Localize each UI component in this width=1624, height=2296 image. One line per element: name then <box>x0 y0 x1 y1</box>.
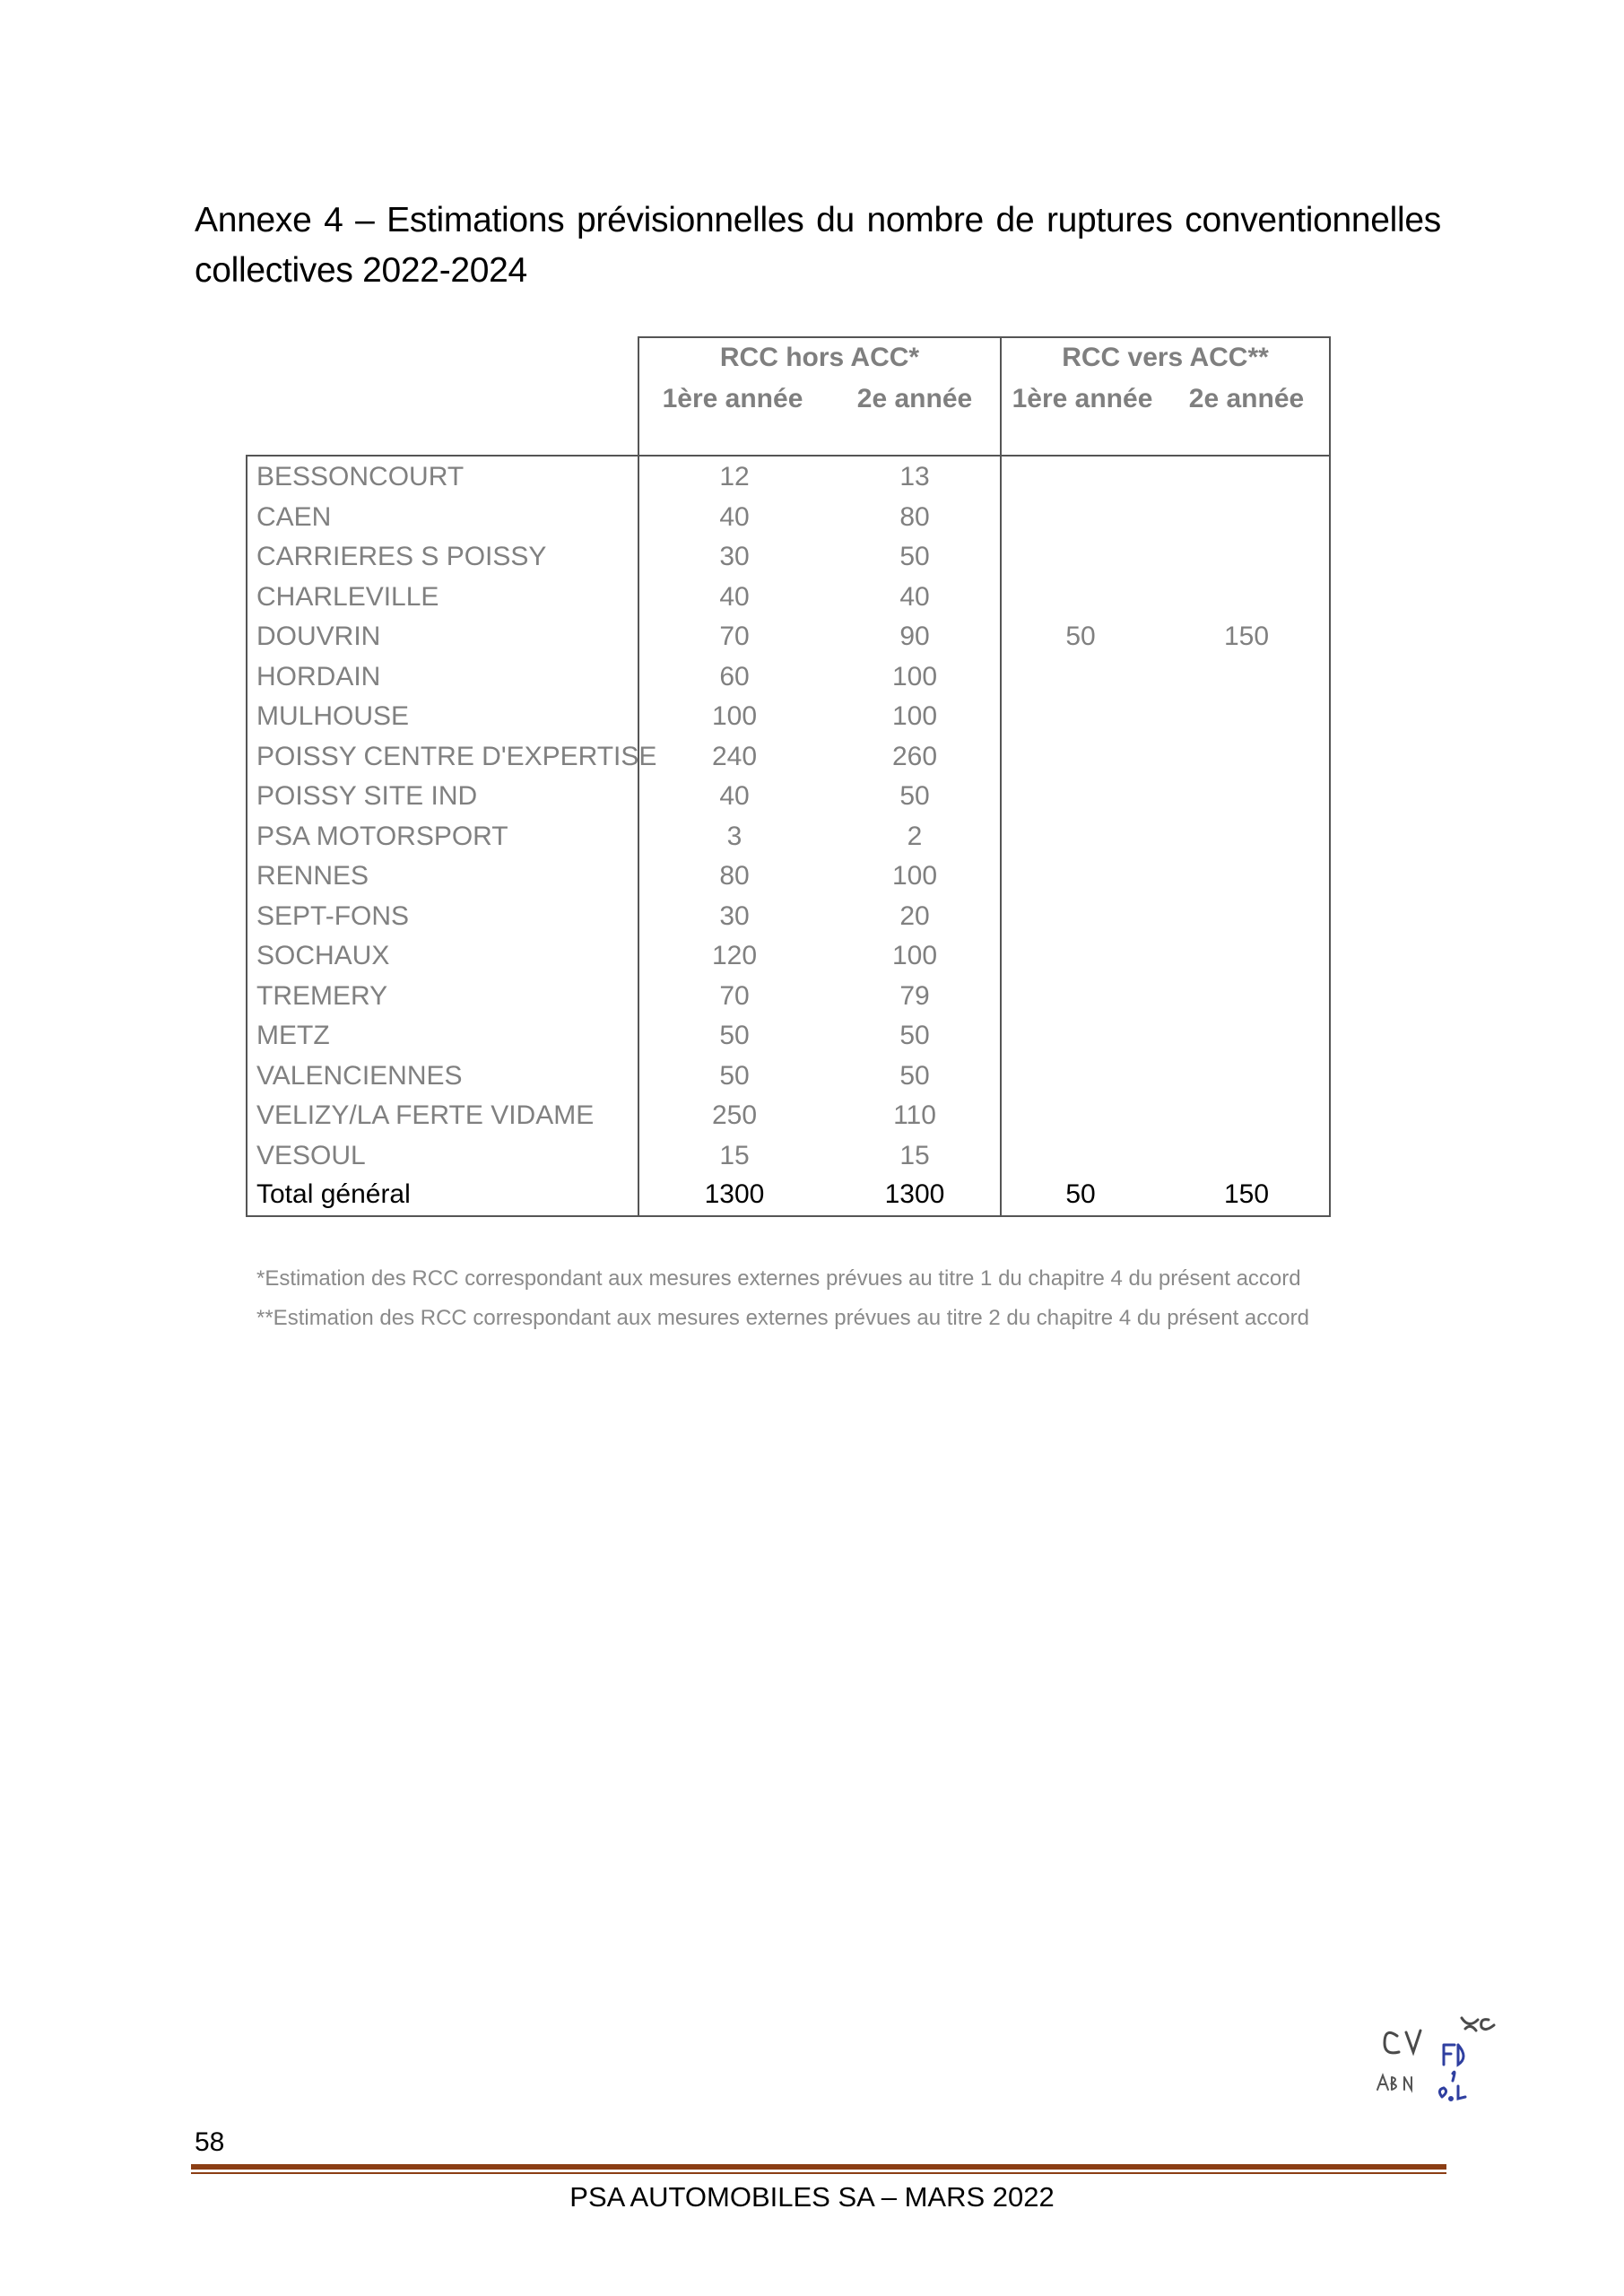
row-site-label: VELIZY/LA FERTE VIDAME <box>256 1100 595 1130</box>
acc-merged-year1: 50 <box>1065 622 1096 651</box>
row-site-label: METZ <box>256 1021 330 1050</box>
row-site-label: TREMERY <box>256 980 388 1011</box>
row-hors-year2: 20 <box>899 900 930 931</box>
row-site-label: MULHOUSE <box>256 701 410 731</box>
row-hors-year1: 12 <box>719 462 750 491</box>
row-site-label: CAEN <box>256 501 332 532</box>
row-site-label: VESOUL <box>256 1140 366 1170</box>
row-site-label: SEPT-FONS <box>256 900 410 931</box>
row-site-label: CARRIERES S POISSY <box>256 542 547 571</box>
row-hors-year2: 79 <box>899 980 930 1011</box>
subheader-vers-year1: 1ère année <box>1012 384 1153 413</box>
header-rcc-vers-acc: RCC vers ACC** <box>1062 343 1269 372</box>
footer-rule <box>191 2164 1446 2170</box>
row-hors-year1: 40 <box>719 781 750 811</box>
row-site-label: BESSONCOURT <box>256 462 465 491</box>
row-hors-year2: 100 <box>891 661 938 691</box>
row-hors-year1: 80 <box>719 861 750 891</box>
total-vers-year1: 50 <box>1065 1179 1096 1209</box>
row-hors-year2: 110 <box>893 1100 936 1130</box>
row-hors-year1: 250 <box>711 1100 758 1130</box>
row-hors-year1: 60 <box>719 661 750 691</box>
row-hors-year1: 70 <box>719 980 750 1011</box>
row-hors-year2: 260 <box>891 741 938 771</box>
row-site-label: RENNES <box>256 861 369 891</box>
row-hors-year2: 40 <box>899 581 930 612</box>
row-hors-year1: 70 <box>719 622 750 651</box>
row-hors-year2: 2 <box>907 821 923 851</box>
annex-title: Annexe 4 – Estimations prévisionnelles du nombre de ruptures conventionnelles collectives 2022-2024 <box>195 201 1441 290</box>
row-hors-year1: 50 <box>719 1060 750 1091</box>
body-box-vers-acc <box>1000 455 1331 1217</box>
row-hors-year1: 30 <box>719 900 750 931</box>
row-hors-year1: 100 <box>711 701 758 731</box>
row-hors-year1: 40 <box>719 501 750 532</box>
acc-merged-year2: 150 <box>1223 622 1270 651</box>
footnote-2: **Estimation des RCC correspondant aux mesures externes prévues au titre 2 du chapitre 4 du présent accord <box>256 1306 1309 1330</box>
row-site-label: HORDAIN <box>256 661 381 691</box>
row-hors-year2: 80 <box>899 501 930 532</box>
subheader-vers-year2: 2e année <box>1188 384 1305 413</box>
row-hors-year2: 100 <box>891 701 938 731</box>
row-hors-year1: 3 <box>726 821 743 851</box>
subheader-hors-year2: 2e année <box>856 384 973 413</box>
row-hors-year2: 100 <box>891 941 938 970</box>
row-hors-year2: 15 <box>899 1140 930 1170</box>
row-hors-year2: 90 <box>899 622 930 651</box>
footer-text: PSA AUTOMOBILES SA – MARS 2022 <box>569 2181 1055 2213</box>
row-hors-year2: 50 <box>899 781 930 811</box>
row-site-label: SOCHAUX <box>256 941 390 970</box>
row-site-label: VALENCIENNES <box>256 1060 463 1091</box>
row-hors-year2: 50 <box>899 1021 930 1050</box>
row-site-label: CHARLEVILLE <box>256 581 439 612</box>
row-hors-year1: 40 <box>719 581 750 612</box>
row-hors-year1: 15 <box>719 1140 750 1170</box>
row-hors-year1: 120 <box>711 941 758 970</box>
row-hors-year2: 50 <box>899 1060 930 1091</box>
total-label: Total général <box>256 1179 411 1209</box>
total-vers-year2: 150 <box>1223 1179 1270 1209</box>
initials-signature <box>1372 2000 1524 2117</box>
row-hors-year2: 50 <box>899 542 930 571</box>
row-hors-year2: 13 <box>899 462 930 491</box>
header-rcc-hors-acc: RCC hors ACC* <box>719 343 920 372</box>
footer-rule-thin <box>191 2172 1446 2174</box>
row-site-label: PSA MOTORSPORT <box>256 821 508 851</box>
row-hors-year1: 30 <box>719 542 750 571</box>
row-site-label: POISSY CENTRE D'EXPERTISE <box>256 741 657 771</box>
row-site-label: POISSY SITE IND <box>256 781 478 811</box>
row-site-label: DOUVRIN <box>256 622 381 651</box>
row-hors-year2: 100 <box>891 861 938 891</box>
row-hors-year1: 240 <box>711 741 758 771</box>
footnote-1: *Estimation des RCC correspondant aux mesures externes prévues au titre 1 du chapitre 4 du présent accord <box>256 1266 1301 1291</box>
subheader-hors-year1: 1ère année <box>662 384 803 413</box>
page-number: 58 <box>195 2127 225 2157</box>
total-hors-year1: 1300 <box>704 1179 765 1209</box>
total-hors-year2: 1300 <box>884 1179 945 1209</box>
row-hors-year1: 50 <box>719 1021 750 1050</box>
